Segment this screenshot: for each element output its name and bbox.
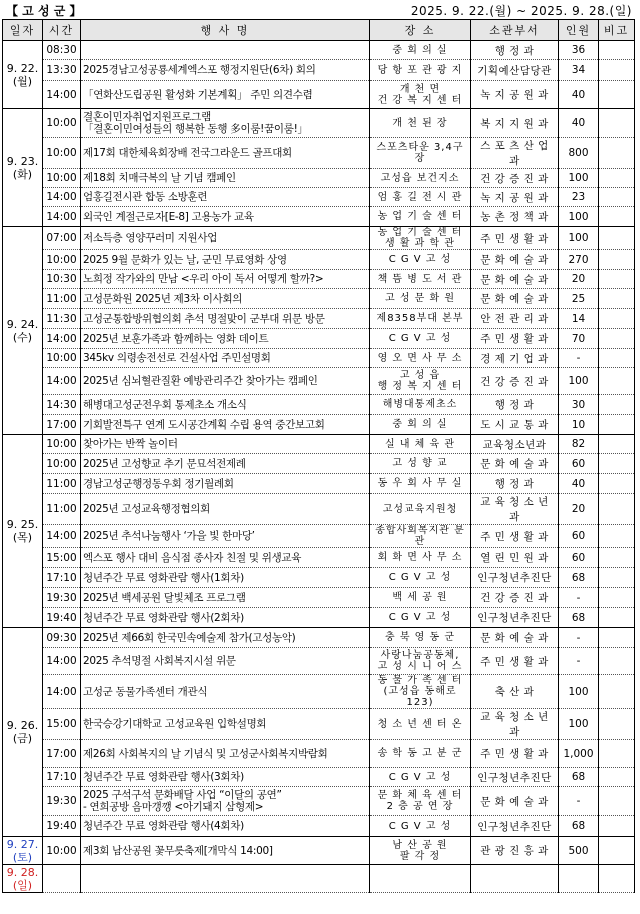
table-row [3,608,635,628]
place-cell: 제8358부대 본부 [370,309,471,329]
note-cell [599,60,635,81]
place-cell: C G V 고 성 [370,768,471,787]
table-row [3,395,635,415]
day-date: 9. 27. [6,837,39,851]
table-row [3,454,635,474]
time-cell: 11:00 [43,289,81,309]
dept-cell: 인구청년추진단 [471,608,559,628]
day-weekday: (토) [12,850,33,864]
table-row [3,138,635,169]
place-cell: 책 뜸 병 도 서 관 [370,270,471,289]
col-event: 행 사 명 [81,20,370,41]
place-cell: 스포츠타운 3,4구장 [370,138,471,169]
time-cell: 10:00 [43,435,81,454]
time-cell: 14:00 [43,368,81,395]
table-row [3,865,635,893]
event-cell: 2025년 제66회 한국민속예술제 참가(고성농악) [81,628,370,648]
dept-cell: 관 광 진 흥 과 [471,837,559,865]
time-cell: 14:00 [43,207,81,227]
table-row [3,329,635,349]
time-cell: 10:00 [43,837,81,865]
time-cell: 14:30 [43,395,81,415]
note-cell [599,816,635,837]
table-row [3,81,635,109]
event-cell: 2025년 백세공원 달빛체조 프로그램 [81,588,370,608]
event-cell: 청년주간 무료 영화관람 행사(3회차) [81,768,370,787]
count-cell: 25 [559,289,599,309]
col-dept: 소관부서 [471,20,559,41]
place-cell: C G V 고 성 [370,250,471,270]
day-weekday: (월) [12,74,33,88]
dept-cell: 문 화 예 술 과 [471,628,559,648]
place-cell: 동 우 회 사 무 실 [370,474,471,494]
note-cell [599,588,635,608]
event-cell: 결혼이민자취업지원프로그램 「결혼이민여성들의 행복한 동행 多이룸!꿈이룸!」 [81,109,370,138]
dept-cell: 교 육 청 소 년 과 [471,494,559,525]
dept-cell: 녹 지 공 원 과 [471,81,559,109]
dept-cell: 안 전 관 리 과 [471,309,559,329]
place-cell [370,865,471,893]
col-note: 비고 [599,20,635,41]
note-cell [599,525,635,548]
day-cell [3,435,43,628]
time-cell: 11:00 [43,494,81,525]
dept-cell: 녹 지 공 원 과 [471,188,559,207]
event-cell: 엑스포 행사 대비 음식점 종사자 친절 및 위생교육 [81,548,370,568]
note-cell [599,494,635,525]
column-header-row [3,20,635,41]
count-cell: - [559,787,599,816]
place-cell: 백 세 공 원 [370,588,471,608]
table-row [3,568,635,588]
event-cell: 기회발전특구 연계 도시공간계획 수립 용역 중간보고회 [81,415,370,435]
event-cell: 「연화산도립공원 활성화 기본계획」 주민 의견수렴 [81,81,370,109]
time-cell: 17:00 [43,740,81,768]
event-cell: 제26회 사회복지의 날 기념식 및 고성군사회복지박람회 [81,740,370,768]
dept-cell: 문 화 예 술 과 [471,454,559,474]
event-cell: 2025년 심뇌혈관질환 예방관리주간 찾아가는 캠페인 [81,368,370,395]
count-cell: 800 [559,138,599,169]
count-cell: - [559,588,599,608]
event-cell: 청년주간 무료 영화관람 행사(4회차) [81,816,370,837]
event-cell [81,41,370,60]
count-cell: 40 [559,474,599,494]
place-cell: 당 항 포 관 광 지 [370,60,471,81]
place-cell: C G V 고 성 [370,608,471,628]
dept-cell: 기획예산담당관 [471,60,559,81]
col-time: 시간 [43,20,81,41]
count-cell: 100 [559,675,599,709]
table-row [3,169,635,188]
note-cell [599,787,635,816]
time-cell: 17:10 [43,768,81,787]
note-cell [599,628,635,648]
time-cell: 14:00 [43,81,81,109]
dept-cell: 도 시 교 통 과 [471,415,559,435]
note-cell [599,709,635,740]
event-cell: 경남고성군행정동우회 정기월례회 [81,474,370,494]
region-title: 【 고 성 군 】 [6,4,82,18]
time-cell: 17:00 [43,415,81,435]
table-row [3,270,635,289]
event-cell: 2025 구석구석 문화배달 사업 “이달의 공연” - 연희공방 음마갱깽 <아기돼지 삼형제> [81,787,370,816]
place-cell: 중 회 의 실 [370,415,471,435]
time-cell: 14:00 [43,329,81,349]
time-cell: 19:40 [43,816,81,837]
event-cell: 2025년 추석나눔행사 ‘가을 빛 한마당’ [81,525,370,548]
place-cell: C G V 고 성 [370,329,471,349]
count-cell: 40 [559,109,599,138]
count-cell: - [559,648,599,675]
event-cell: 고성문화원 2025년 제3차 이사회의 [81,289,370,309]
day-weekday: (금) [12,732,33,745]
event-cell: 외국인 계절근로자[E-8] 고용농가 교육 [81,207,370,227]
time-cell: 08:30 [43,41,81,60]
table-row [3,435,635,454]
place-cell: 고성교육지원청 [370,494,471,525]
count-cell: 40 [559,81,599,109]
time-cell: 07:00 [43,227,81,250]
table-row [3,188,635,207]
col-count: 인원 [559,20,599,41]
place-cell: 충 북 영 동 군 [370,628,471,648]
table-row [3,415,635,435]
event-cell: 2025 추석명절 사회복지시설 위문 [81,648,370,675]
count-cell: 100 [559,207,599,227]
day-date: 9. 28. [6,865,39,879]
time-cell: 17:10 [43,568,81,588]
place-cell: 고 성 읍 행 정 복 지 센 터 [370,368,471,395]
time-cell: 10:00 [43,109,81,138]
dept-cell: 건 강 증 진 과 [471,368,559,395]
event-cell: 345kv 의령송전선로 건설사업 주민설명회 [81,349,370,368]
place-cell: 중 회 의 실 [370,41,471,60]
event-cell: 제17회 대한체육회장배 전국그라운드 골프대회 [81,138,370,169]
count-cell: 34 [559,60,599,81]
table-row [3,648,635,675]
count-cell: 270 [559,250,599,270]
note-cell [599,837,635,865]
header [6,2,632,18]
note-cell [599,768,635,787]
count-cell [559,865,599,893]
count-cell: 100 [559,227,599,250]
time-cell: 13:30 [43,60,81,81]
place-cell: 남 산 공 원 팔 각 정 [370,837,471,865]
place-cell: 고성읍 보건지소 [370,169,471,188]
event-cell: 2025년 고성향교 추기 문묘석전제례 [81,454,370,474]
event-cell: 엄홍길전시관 합동 소방훈련 [81,188,370,207]
place-cell: 고 성 향 교 [370,454,471,474]
table-row [3,787,635,816]
note-cell [599,740,635,768]
count-cell: 23 [559,188,599,207]
dept-cell: 행 정 과 [471,474,559,494]
dept-cell: 스 포 츠 산 업 과 [471,138,559,169]
table-row [3,740,635,768]
dept-cell: 농 촌 정 책 과 [471,207,559,227]
event-cell: 해병대고성군전우회 통제초소 개소식 [81,395,370,415]
time-cell: 11:00 [43,474,81,494]
dept-cell: 문 화 예 술 과 [471,270,559,289]
day-cell [3,837,43,865]
event-cell: 제3회 남산공원 꽃무릇축제[개막식 14:00] [81,837,370,865]
count-cell: 68 [559,568,599,588]
place-cell: 고 성 문 화 원 [370,289,471,309]
day-date: 9. 24. [6,317,39,331]
count-cell: 100 [559,169,599,188]
place-cell: 영 오 면 사 무 소 [370,349,471,368]
note-cell [599,648,635,675]
note-cell [599,454,635,474]
note-cell [599,368,635,395]
note-cell [599,865,635,893]
day-date: 9. 26. [6,719,39,732]
day-cell [3,41,43,109]
place-cell: 농 업 기 술 센 터 생 활 과 학 관 [370,227,471,250]
dept-cell: 열 린 민 원 과 [471,548,559,568]
event-cell: 찾아가는 반짝 놀이터 [81,435,370,454]
count-cell: 100 [559,709,599,740]
count-cell: 68 [559,768,599,787]
note-cell [599,289,635,309]
table-row [3,548,635,568]
dept-cell: 축 산 과 [471,675,559,709]
event-cell: 청년주간 무료 영화관람 행사(2회차) [81,608,370,628]
count-cell: 500 [559,837,599,865]
time-cell: 10:00 [43,250,81,270]
table-row [3,349,635,368]
time-cell: 19:30 [43,588,81,608]
note-cell [599,474,635,494]
dept-cell: 인구청년추진단 [471,568,559,588]
schedule-body [3,41,635,893]
day-date: 9. 25. [6,518,39,531]
table-row [3,837,635,865]
time-cell: 10:00 [43,349,81,368]
time-cell: 15:00 [43,548,81,568]
table-row [3,494,635,525]
table-row [3,60,635,81]
note-cell [599,548,635,568]
day-date: 9. 22. [6,61,39,75]
time-cell: 15:00 [43,709,81,740]
dept-cell: 주 민 생 활 과 [471,525,559,548]
dept-cell: 문 화 예 술 과 [471,289,559,309]
place-cell: 실 내 체 육 관 [370,435,471,454]
day-weekday: (일) [12,878,33,892]
dept-cell: 주 민 생 활 과 [471,329,559,349]
event-cell: 고성군통합방위협의회 추석 명절맞이 군부대 위문 방문 [81,309,370,329]
note-cell [599,81,635,109]
day-weekday: (수) [12,330,33,344]
place-cell: 종합사회복지관 분관 [370,525,471,548]
count-cell: 10 [559,415,599,435]
place-cell: 청 소 년 센 터 온 [370,709,471,740]
count-cell: 70 [559,329,599,349]
count-cell: 68 [559,608,599,628]
time-cell: 10:00 [43,138,81,169]
note-cell [599,309,635,329]
note-cell [599,207,635,227]
note-cell [599,138,635,169]
note-cell [599,250,635,270]
time-cell: 10:30 [43,270,81,289]
count-cell: 68 [559,816,599,837]
table-row [3,250,635,270]
note-cell [599,435,635,454]
dept-cell: 교 육 청 소 년 과 [471,709,559,740]
count-cell: 60 [559,548,599,568]
dept-cell [471,865,559,893]
event-cell: 제18회 치매극복의 날 기념 캠페인 [81,169,370,188]
dept-cell: 건 강 증 진 과 [471,588,559,608]
note-cell [599,41,635,60]
note-cell [599,329,635,349]
count-cell: 1,000 [559,740,599,768]
count-cell: - [559,349,599,368]
event-cell: 2025경남고성공룡세계엑스포 행정지원단(6차) 회의 [81,60,370,81]
count-cell: 82 [559,435,599,454]
event-cell: 청년주간 무료 영화관람 행사(1회차) [81,568,370,588]
place-cell: 회 화 면 사 무 소 [370,548,471,568]
place-cell: 개 천 면 건 강 복 지 센 터 [370,81,471,109]
table-row [3,816,635,837]
dept-cell: 경 제 기 업 과 [471,349,559,368]
table-row [3,525,635,548]
place-cell: 엄 홍 길 전 시 관 [370,188,471,207]
count-cell: 60 [559,454,599,474]
time-cell: 19:30 [43,787,81,816]
note-cell [599,169,635,188]
count-cell: 36 [559,41,599,60]
place-cell: 농 업 기 술 센 터 [370,207,471,227]
count-cell: 100 [559,368,599,395]
note-cell [599,109,635,138]
time-cell: 11:30 [43,309,81,329]
note-cell [599,349,635,368]
note-cell [599,227,635,250]
event-cell: 고성군 동물가족센터 개관식 [81,675,370,709]
dept-cell: 건 강 증 진 과 [471,169,559,188]
day-cell [3,865,43,893]
table-row [3,309,635,329]
note-cell [599,568,635,588]
day-cell [3,628,43,837]
dept-cell: 인구청년추진단 [471,816,559,837]
count-cell: - [559,628,599,648]
table-row [3,768,635,787]
event-cell [81,865,370,893]
count-cell: 20 [559,270,599,289]
table-row [3,227,635,250]
table-row [3,41,635,60]
place-cell: 송 학 동 고 분 군 [370,740,471,768]
place-cell: C G V 고 성 [370,568,471,588]
event-cell: 2025 9월 문화가 있는 날, 군민 무료영화 상영 [81,250,370,270]
time-cell: 14:00 [43,675,81,709]
table-row [3,207,635,227]
note-cell [599,188,635,207]
table-row [3,588,635,608]
dept-cell: 문 화 예 술 과 [471,787,559,816]
day-date: 9. 23. [6,154,39,168]
table-row [3,289,635,309]
note-cell [599,608,635,628]
count-cell: 14 [559,309,599,329]
place-cell: 문 화 체 육 센 터 2 층 공 연 장 [370,787,471,816]
place-cell: 해병대통제초소 [370,395,471,415]
time-cell: 10:00 [43,169,81,188]
time-cell: 09:30 [43,628,81,648]
count-cell: 30 [559,395,599,415]
table-row [3,675,635,709]
dept-cell: 주 민 생 활 과 [471,648,559,675]
event-cell: 노희정 작가와의 만남 <우리 아이 독서 어떻게 할까?> [81,270,370,289]
event-cell: 한국승강기대학교 고성교육원 입학설명회 [81,709,370,740]
table-row [3,709,635,740]
time-cell: 19:40 [43,608,81,628]
col-date: 일자 [3,20,43,41]
note-cell [599,675,635,709]
time-cell: 14:00 [43,648,81,675]
dept-cell: 교육청소년과 [471,435,559,454]
table-row [3,368,635,395]
dept-cell: 주 민 생 활 과 [471,740,559,768]
event-cell: 2025년 고성교육행정협의회 [81,494,370,525]
place-cell: C G V 고 성 [370,816,471,837]
note-cell [599,270,635,289]
event-cell: 저소득층 영양꾸러미 지원사업 [81,227,370,250]
place-cell: 개 천 된 장 [370,109,471,138]
table-row [3,474,635,494]
day-cell [3,109,43,227]
time-cell: 10:00 [43,454,81,474]
col-place: 장 소 [370,20,471,41]
table-row [3,109,635,138]
note-cell [599,415,635,435]
count-cell: 20 [559,494,599,525]
count-cell: 60 [559,525,599,548]
event-cell: 2025년 보훈가족과 함께하는 영화 데이트 [81,329,370,349]
date-range: 2025. 9. 22.(월) ~ 2025. 9. 28.(일) [410,4,632,18]
time-cell: 14:00 [43,188,81,207]
note-cell [599,395,635,415]
dept-cell: 복 지 지 원 과 [471,109,559,138]
place-cell: 동 물 가 족 센 터 (고성읍 동해로 123) [370,675,471,709]
day-weekday: (화) [12,167,33,181]
time-cell: 14:00 [43,525,81,548]
dept-cell: 주 민 생 활 과 [471,227,559,250]
table-row [3,628,635,648]
dept-cell: 행 정 과 [471,41,559,60]
place-cell: 사랑나눔공동체, 고 성 시 니 어 스 [370,648,471,675]
time-cell [43,865,81,893]
day-weekday: (목) [12,531,33,544]
schedule-table [2,19,635,893]
dept-cell: 문 화 예 술 과 [471,250,559,270]
dept-cell: 인구청년추진단 [471,768,559,787]
dept-cell: 행 정 과 [471,395,559,415]
day-cell [3,227,43,435]
